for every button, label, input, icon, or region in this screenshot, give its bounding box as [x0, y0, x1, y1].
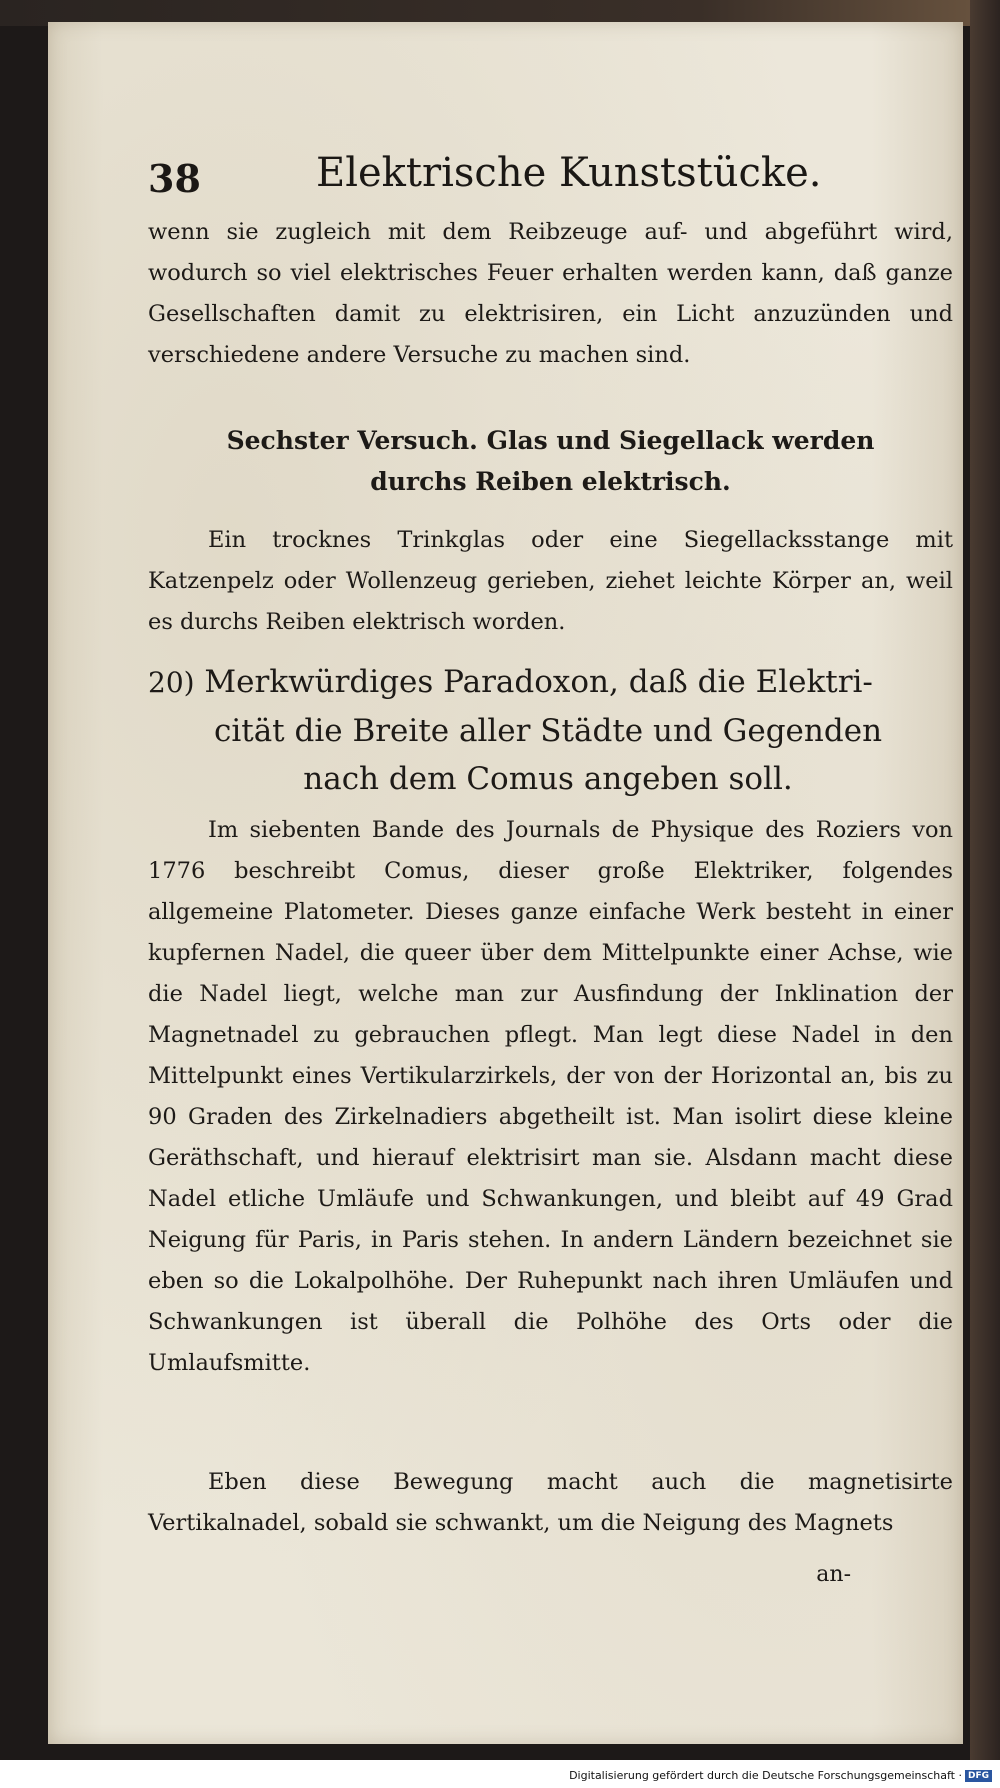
text-block-main: [148, 810, 953, 1384]
text-block-last: [148, 1462, 953, 1544]
experiment-heading: Sechster Versuch. Glas und Siegellack werden durchs Reiben elektrisch.: [226, 426, 875, 496]
book-edge-right: [970, 0, 1000, 1760]
running-title: Elektrische Kunststücke.: [316, 150, 822, 196]
section-heading: [148, 658, 948, 803]
section-number: 20): [148, 666, 195, 699]
paragraph-last: [148, 1462, 953, 1544]
section-heading-line-3: nach dem Comus angeben soll.: [303, 761, 793, 797]
paragraph-last-text: Eben diese Bewegung macht auch die magnetisirte Vertikalnadel, sobald sie schwankt, um die Neigung des Magnets: [148, 1469, 953, 1536]
section-heading-line-2: cität die Breite aller Städte und Gegenden: [213, 713, 883, 749]
section-heading-line-1: [148, 658, 948, 707]
page-number: 38: [148, 156, 201, 201]
text-block-continuation: [148, 212, 953, 376]
book-page: [48, 22, 963, 1744]
paragraph-experiment-text: Ein trocknes Trinkglas oder eine Siegellacksstange mit Katzenpelz oder Wollenzeug gerieben, ziehet leichte Körper an, weil es durchs Reiben elektrisch worden.: [148, 527, 953, 635]
dfg-logo: DFG: [965, 1770, 992, 1782]
section-heading-block: [148, 658, 948, 803]
paragraph-main: [148, 810, 953, 1384]
page-header: [148, 150, 948, 206]
catchword: an-: [816, 1562, 851, 1587]
section-title-line-1: Merkwürdiges Paradoxon, daß die Elektri-: [204, 664, 873, 700]
paragraph-continuation: wenn sie zugleich mit dem Reibzeuge auf- und abgeführt wird, wodurch so viel elektrisches Feuer erhalten werden kann, daß ganze Gesellschaften damit zu elektrisiren, ein Licht anzuzünden und verschiedene andere Versuche zu machen sind.: [148, 219, 953, 368]
paragraph-experiment: [148, 520, 953, 643]
digitization-credit: [569, 1769, 992, 1782]
experiment-heading-block: [148, 420, 953, 502]
credit-text: Digitalisierung gefördert durch die Deutsche Forschungsgemeinschaft ·: [569, 1769, 962, 1782]
text-block-experiment: [148, 520, 953, 643]
paragraph-main-text: Im siebenten Bande des Journals de Physique des Roziers von 1776 beschreibt Comus, dieser große Elektriker, folgendes allgemeine Platometer. Dieses ganze einfache Werk besteht in einer kupfernen Nadel, die queer über dem Mittelpunkte einer Achse, wie die Nadel liegt, welche man zur Ausfindung der Inklination der Magnetnadel zu gebrauchen pflegt. Man legt diese Nadel in den Mittelpunkt eines Vertikularzirkels, der von der Horizontal an, bis zu 90 Graden des Zirkelnadiers abgetheilt ist. Man isolirt diese kleine Geräthschaft, und hierauf elektrisirt man sie. Alsdann macht diese Nadel etliche Umläufe und Schwankungen, und bleibt auf 49 Grad Neigung für Paris, in Paris stehen. In andern Ländern bezeichnet sie eben so die Lokalpolhöhe. Der Ruhepunkt nach ihren Umläufen und Schwankungen ist überall die Polhöhe des Orts oder die Umlaufsmitte.: [148, 817, 953, 1376]
